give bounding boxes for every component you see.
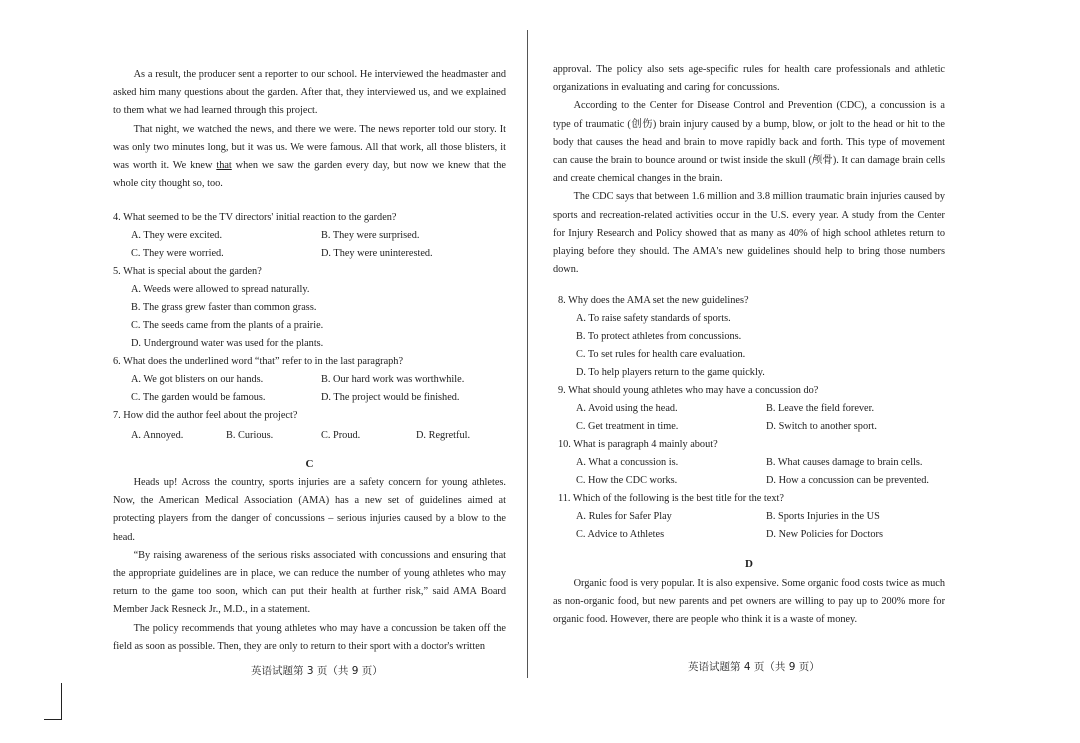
option[interactable]: A. Annoyed. <box>131 430 184 441</box>
option-row <box>558 472 945 490</box>
question-stem: 10. What is paragraph 4 mainly about? <box>558 439 718 450</box>
question-stem: 8. Why does the AMA set the new guidelines? <box>558 295 749 306</box>
paragraph: The policy recommends that young athletes who may have a concussion be taken off the field as soon as possible. Then, they are only to return to their sport with a doctor's written <box>113 622 506 652</box>
option-row <box>558 418 945 436</box>
option[interactable]: C. They were worried. <box>131 248 224 259</box>
option[interactable]: D. Regretful. <box>416 430 471 441</box>
paragraph: Heads up! Across the country, sports injuries are a safety concern for young athletes. Now, the American Medical Association (AMA) has a new set of guidelines aimed at protecting players from the danger of concussions – serious injuries caused by a blow to the head. <box>113 477 506 543</box>
option[interactable]: A. We got blisters on our hands. <box>131 374 264 385</box>
option[interactable]: A. What a concussion is. <box>576 457 679 468</box>
option-row <box>558 400 945 418</box>
option[interactable]: D. The project would be finished. <box>321 392 460 403</box>
option[interactable]: B. To protect athletes from concussions. <box>576 331 742 342</box>
option[interactable]: C. The garden would be famous. <box>131 392 266 403</box>
paragraph-text: when we saw the garden every day, but now we knew that the whole city thought so, too. <box>113 160 507 190</box>
option-row <box>113 371 506 389</box>
option-row <box>558 526 945 544</box>
option-row <box>113 425 506 445</box>
question-stem: 11. Which of the following is the best title for the text? <box>558 493 784 504</box>
option[interactable]: B. Curious. <box>226 430 274 441</box>
question-stem: 9. What should young athletes who may have a concussion do? <box>558 385 819 396</box>
option[interactable]: B. They were surprised. <box>321 230 420 241</box>
option[interactable]: C. The seeds came from the plants of a prairie. <box>131 320 324 331</box>
page-footer: 英语试题第 4 页（共 9 页） <box>688 661 820 673</box>
option[interactable]: B. Our hard work was worthwhile. <box>321 374 465 385</box>
option[interactable]: D. Underground water was used for the plants. <box>131 338 324 349</box>
paragraph: approval. The policy also sets age-specific rules for health care professionals and athletic organizations in evaluating and caring for concussions. <box>553 64 945 94</box>
option[interactable]: A. They were excited. <box>131 230 223 241</box>
page-footer: 英语试题第 3 页（共 9 页） <box>251 665 383 677</box>
passage-b-ending <box>113 66 506 193</box>
option-row <box>113 227 506 245</box>
paragraph: “By raising awareness of the serious risks associated with concussions and ensuring that the appropriate guidelines are in place, we can reduce the number of young athletes who may return to the game too soon, which can put their health at further risk,” said AMA Board Member Jack Resneck Jr., M.D., in a statement. <box>113 549 506 616</box>
section-heading-c: C <box>305 458 314 470</box>
option-row <box>558 508 945 526</box>
option-row <box>558 454 945 472</box>
paragraph <box>113 121 506 194</box>
option[interactable]: B. Sports Injuries in the US <box>766 511 880 522</box>
option[interactable]: D. New Policies for Doctors <box>766 529 883 540</box>
option[interactable]: C. To set rules for health care evaluation. <box>576 349 746 360</box>
option[interactable]: C. Get treatment in time. <box>576 421 679 432</box>
option-row <box>113 389 506 407</box>
question-stem: 7. How did the author feel about the project? <box>113 410 298 421</box>
option[interactable]: A. Rules for Safer Play <box>576 511 672 522</box>
option[interactable]: D. Switch to another sport. <box>766 421 877 432</box>
option[interactable]: C. Advice to Athletes <box>576 529 665 540</box>
option[interactable]: B. What causes damage to brain cells. <box>766 457 923 468</box>
crop-mark <box>61 683 62 719</box>
option[interactable]: C. How the CDC works. <box>576 475 678 486</box>
paragraph: As a result, the producer sent a reporter to our school. He interviewed the headmaster and asked him many questions about the garden. After that, they interviewed us, and we explained to them what we had learned through this project. <box>113 69 506 117</box>
passage-c-continued <box>553 61 945 279</box>
section-heading-d: D <box>745 558 753 570</box>
crop-mark <box>44 719 62 720</box>
option[interactable]: D. To help players return to the game quickly. <box>576 367 765 378</box>
underlined-word: that <box>216 160 232 172</box>
option[interactable]: B. Leave the field forever. <box>766 403 875 414</box>
right-page <box>553 0 945 743</box>
option-row <box>113 245 506 263</box>
option[interactable]: A. Avoid using the head. <box>576 403 678 414</box>
paragraph: Organic food is very popular. It is also expensive. Some organic food costs twice as much as non-organic food, but new parents and pet owners are willing to pay up to 200% more for organic food. However, there are people who think it is a waste of money. <box>553 578 945 626</box>
question-stem: 5. What is special about the garden? <box>113 266 262 277</box>
page-divider <box>527 30 528 678</box>
option[interactable]: A. Weeds were allowed to spread naturally. <box>131 284 310 295</box>
question-block <box>113 209 506 445</box>
passage-d <box>553 575 945 630</box>
option[interactable]: C. Proud. <box>321 430 361 441</box>
question-stem: 6. What does the underlined word “that” refer to in the last paragraph? <box>113 356 404 367</box>
paragraph: The CDC says that between 1.6 million and 3.8 million traumatic brain injuries caused by sports and recreation-related activities occur in the U.S. every year. A study from the Center for Injury Research and Policy showed that as many as 40% of high school athletes return to playing before they should. The AMA's new guidelines should help to bring those numbers down. <box>553 191 945 276</box>
passage-c <box>113 474 506 656</box>
option[interactable]: D. They were uninterested. <box>321 248 433 259</box>
option[interactable]: D. How a concussion can be prevented. <box>766 475 929 486</box>
left-page <box>113 0 506 743</box>
paragraph-text: That night, we watched the news, and there we were. The news reporter told our story. It was only two minutes long, but it was us. We were famous. All that work, all those blisters, it was worth it. We knew <box>113 123 506 172</box>
paragraph: According to the Center for Disease Control and Prevention (CDC), a concussion is a type of traumatic (创伤) brain injury caused by a bump, blow, or jolt to the head or hit to the body that causes the head and brain to move rapidly back and forth. This type of movement can cause the brain to bounce around or twist inside the skull (颅骨). It can damage brain cells and create chemical changes in the brain. <box>553 100 945 185</box>
question-stem: 4. What seemed to be the TV directors' initial reaction to the garden? <box>113 212 397 223</box>
question-block <box>558 292 945 544</box>
option[interactable]: A. To raise safety standards of sports. <box>576 313 731 324</box>
option[interactable]: B. The grass grew faster than common grass. <box>131 302 317 313</box>
